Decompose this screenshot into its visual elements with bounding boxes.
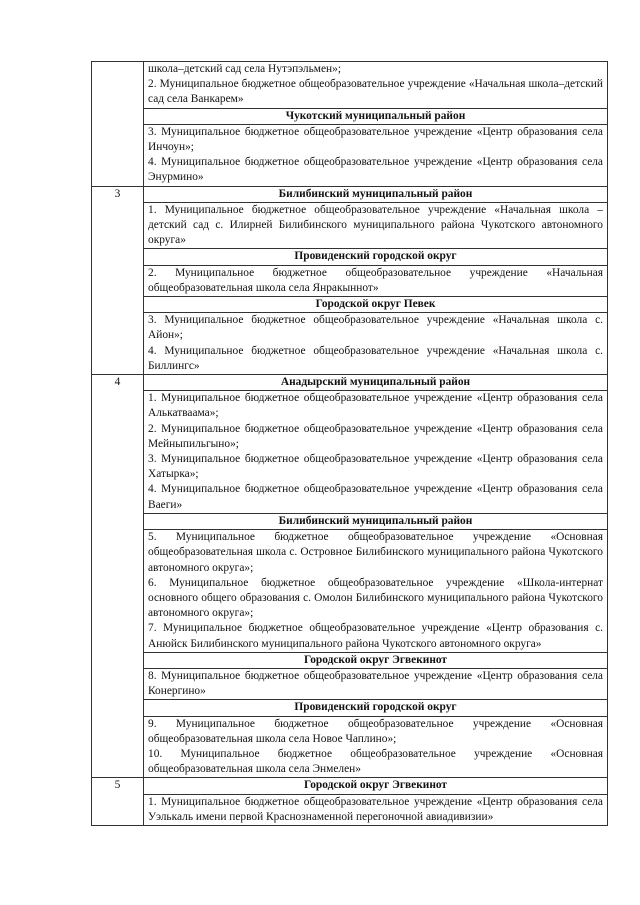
schools-list-cell [144,265,608,296]
schools-list-cell [144,716,608,778]
school-entry: 1. Муниципальное бюджетное общеобразовательное учреждение «Начальная школа – детский сад с. Илирней Билибинского муниципального района Чукотского автономного округа» [148,203,603,247]
schools-list-cell [144,391,608,514]
district-heading: Провиденский городской округ [144,249,608,265]
school-entry: 8. Муниципальное бюджетное общеобразовательное учреждение «Центр образования села Конергино» [148,669,603,698]
school-entry: 3. Муниципальное бюджетное общеобразовательное учреждение «Центр образования села Инчоун»; [148,125,603,154]
school-entry: 2. Муниципальное бюджетное общеобразовательное учреждение «Начальная общеобразовательная школа села Янракыннот» [148,266,603,294]
table-row [92,652,608,668]
table-row [92,265,608,296]
group-number-cell: 4 [92,375,144,778]
schools-list-cell [144,62,608,109]
district-heading: Городской округ Эгвекинот [144,778,608,794]
table-row [92,202,608,249]
school-entry: 4. Муниципальное бюджетное общеобразовательное учреждение «Начальная школа с. Биллингс» [148,344,603,372]
table-row [92,530,608,653]
school-entry: 10. Муниципальное бюджетное общеобразовательное учреждение «Основная общеобразовательная школа села Энмелен» [148,747,603,776]
school-entry: 4. Муниципальное бюджетное общеобразовательное учреждение «Центр образования села Энурмино» [148,156,603,184]
district-heading: Провиденский городской округ [144,700,608,716]
school-entry: 2. Муниципальное бюджетное общеобразовательное учреждение «Центр образования села Мейныпильгыно»; [148,422,603,450]
table-row [92,186,608,202]
schools-list-cell [144,313,608,375]
table-row [92,668,608,699]
schools-list-cell [144,530,608,653]
table-row [92,62,608,109]
school-entry: 2. Муниципальное бюджетное общеобразовательное учреждение «Начальная школа–детский сад села Ванкарем» [148,78,603,106]
table-row [92,513,608,529]
district-heading: Городской округ Певек [144,297,608,313]
table-row [92,313,608,375]
school-entry: 4. Муниципальное бюджетное общеобразовательное учреждение «Центр образования села Ваеги» [148,483,603,511]
school-entry: 3. Муниципальное бюджетное общеобразовательное учреждение «Центр образования села Хатырка»; [148,453,603,481]
schools-list-cell [144,794,608,825]
schools-table [91,61,608,826]
table-row [92,124,608,186]
table-row [92,778,608,794]
table-row [92,297,608,313]
school-entry: 9. Муниципальное бюджетное общеобразовательное учреждение «Основная общеобразовательная школа села Новое Чаплино»; [148,717,603,745]
district-heading: Анадырский муниципальный район [144,375,608,391]
table-row [92,700,608,716]
school-entry: 7. Муниципальное бюджетное общеобразовательное учреждение «Центр образования с. Анюйск Билибинского муниципального района Чукотского автономного округа» [148,622,603,650]
table-row [92,108,608,124]
group-number-cell [92,62,144,187]
school-entry: 1. Муниципальное бюджетное общеобразовательное учреждение «Центр образования села Уэлькаль имени первой Краснознаменной перегоночной авиадивизии» [148,795,603,823]
schools-list-cell [144,668,608,699]
district-heading: Городской округ Эгвекинот [144,652,608,668]
table-row [92,375,608,391]
district-heading: Билибинский муниципальный район [144,513,608,529]
schools-table-body [92,62,608,826]
district-heading: Билибинский муниципальный район [144,186,608,202]
table-row [92,391,608,514]
district-heading: Чукотский муниципальный район [144,108,608,124]
group-number-cell: 5 [92,778,144,826]
school-entry: 3. Муниципальное бюджетное общеобразовательное учреждение «Начальная школа с. Айон»; [148,314,603,342]
school-entry: 1. Муниципальное бюджетное общеобразовательное учреждение «Центр образования села Алькатваама»; [148,392,603,420]
schools-list-cell [144,124,608,186]
table-row [92,249,608,265]
schools-list-cell [144,202,608,249]
school-entry: школа–детский сад села Нутэпэльмен»; [148,63,341,75]
table-row [92,794,608,825]
group-number-cell: 3 [92,186,144,374]
table-row [92,716,608,778]
school-entry: 6. Муниципальное бюджетное общеобразовательное учреждение «Школа-интернат основного общего образования с. Омолон Билибинского муниципального района Чукотского автономного округа»; [148,576,603,620]
school-entry: 5. Муниципальное бюджетное общеобразовательное учреждение «Основная общеобразовательная школа с. Островное Билибинского муниципального района Чукотского автономного округа»; [148,531,603,574]
